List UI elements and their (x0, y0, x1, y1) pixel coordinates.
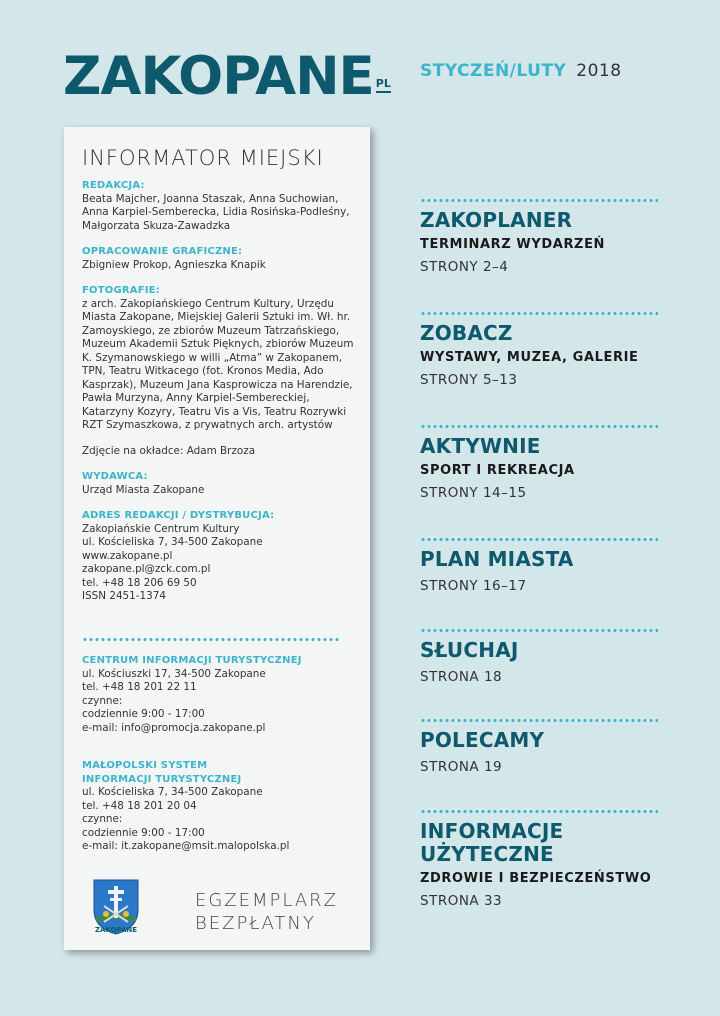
foto-heading: FOTOGRAFIE: (82, 285, 160, 296)
contact-block (82, 654, 362, 854)
toc-divider (420, 538, 658, 541)
toc-divider (420, 425, 658, 428)
website-link[interactable]: www.zakopane.pl (82, 549, 173, 562)
foto-line: Kasprzak), Muzeum Jana Kasprowicza na Harendzie, (82, 378, 353, 391)
msit-heading: MAŁOPOLSKI SYSTEM (82, 760, 208, 771)
adres-line: tel. +48 18 206 69 50 (82, 576, 197, 589)
msit-line: czynne: (82, 813, 123, 825)
toc-item-zakoplaner[interactable] (420, 209, 690, 275)
toc-pages: STRONY 5–13 (420, 372, 518, 388)
toc-title: SŁUCHAJ (420, 638, 519, 662)
toc-divider (420, 199, 658, 202)
toc-pages: STRONY 2–4 (420, 259, 509, 275)
toc-subtitle: ZDROWIE I BEZPIECZEŃSTWO (420, 871, 652, 886)
toc-title: POLECAMY (420, 728, 545, 752)
foto-line: Muzeum Akademii Sztuk Pięknych, zbiorów Muzeum (82, 338, 354, 350)
toc-item-aktywnie[interactable] (420, 435, 690, 501)
toc-title: AKTYWNIE (420, 434, 541, 458)
foto-line: RZT Szymaszkowa, z prywatnych arch. artystów (82, 419, 333, 431)
foto-line: Katarzyny Kozyry, Teatru Vis a Vis, Teatru Rozrywki (82, 405, 347, 418)
toc-title: INFORMACJE (420, 819, 564, 843)
cit-line: ul. Kościuszki 17, 34-500 Zakopane (82, 667, 266, 680)
toc-title: PLAN MIASTA (420, 547, 574, 571)
toc-pages: STRONA 33 (420, 893, 503, 909)
free-copy-note (195, 889, 338, 935)
foto-line: Miasta Zakopane, Miejskiej Galerii Sztuki im. Wł. hr. (82, 311, 351, 323)
wydawca-text: Urząd Miasta Zakopane (82, 483, 205, 496)
msit-line: tel. +48 18 201 20 04 (82, 799, 197, 812)
foto-line: TPN, Teatru Witkacego (fot. Kronos Media, Ado (82, 365, 324, 377)
credits-block (82, 179, 362, 604)
toc-divider (420, 629, 658, 632)
toc-pages: STRONA 19 (420, 759, 503, 775)
panel-divider (82, 638, 340, 641)
toc-pages: STRONY 16–17 (420, 578, 527, 594)
email-link[interactable]: zakopane.pl@zck.com.pl (82, 563, 211, 575)
cover-photo-credit: Zdjęcie na okładce: Adam Brzoza (82, 444, 256, 457)
toc-pages: STRONA 18 (420, 669, 503, 685)
toc-item-zobacz[interactable] (420, 322, 690, 388)
toc-item-sluchaj[interactable] (420, 639, 690, 685)
foto-line: Pawła Murzyna, Anny Karpiel-Sembereckiej, (82, 392, 310, 404)
toc-subtitle: WYSTAWY, MUZEA, GALERIE (420, 350, 639, 365)
toc-item-informacje[interactable] (420, 820, 690, 909)
cit-line: tel. +48 18 201 22 11 (82, 681, 197, 693)
toc-subtitle: SPORT I REKREACJA (420, 463, 575, 478)
logo-text: ZAKOPANE (63, 46, 374, 107)
toc-divider (420, 312, 658, 315)
toc-title: ZOBACZ (420, 321, 513, 345)
foto-line: Zamoyskiego, ze zbiorów Muzeum Tatrzańskiego, (82, 324, 340, 337)
toc-divider (420, 719, 658, 722)
info-panel (64, 127, 370, 950)
cit-line: codziennie 9:00 - 17:00 (82, 708, 205, 720)
adres-heading: ADRES REDAKCJI / DYSTRYBUCJA: (82, 510, 275, 521)
msit-heading: INFORMACJI TURYSTYCZNEJ (82, 773, 242, 785)
redakcja-line: Anna Karpiel-Semberecka, Lidia Rosińska-Podleśny, (82, 206, 350, 218)
toc-subtitle: TERMINARZ WYDARZEŃ (420, 237, 606, 252)
issue-year: 2018 (576, 61, 622, 81)
grafika-text: Zbigniew Prokop, Agnieszka Knapik (82, 258, 266, 271)
issue-months: STYCZEŃ/LUTY (420, 61, 567, 81)
toc-pages: STRONY 14–15 (420, 485, 527, 501)
toc-item-polecamy[interactable] (420, 729, 690, 775)
adres-line: ISSN 2451-1374 (82, 590, 166, 602)
toc-title: ZAKOPLANER (420, 208, 573, 232)
toc-divider (420, 810, 658, 813)
logo-suffix: PL (376, 77, 391, 93)
msit-line: ul. Kościeliska 7, 34-500 Zakopane (82, 786, 263, 798)
panel-title: INFORMATOR MIEJSKI (82, 146, 324, 170)
cit-heading: CENTRUM INFORMACJI TURYSTYCZNEJ (82, 655, 302, 666)
msit-line: codziennie 9:00 - 17:00 (82, 826, 205, 839)
toc-title: UŻYTECZNE (420, 842, 554, 866)
redakcja-line: Beata Majcher, Joanna Staszak, Anna Suchowian, (82, 192, 339, 205)
adres-line: Zakopiańskie Centrum Kultury (82, 522, 240, 535)
free-line: EGZEMPLARZ (195, 890, 339, 911)
foto-line: K. Szymanowskiego w willi „Atma” w Zakopanem, (82, 351, 343, 364)
msit-email[interactable]: e-mail: it.zakopane@msit.malopolska.pl (82, 840, 290, 852)
issue-date (420, 61, 622, 81)
adres-line: ul. Kościeliska 7, 34-500 Zakopane (82, 536, 263, 548)
free-line: BEZPŁATNY (195, 913, 316, 934)
foto-line: z arch. Zakopiańskiego Centrum Kultury, Urzędu (82, 297, 334, 310)
cit-email[interactable]: e-mail: info@promocja.zakopane.pl (82, 721, 266, 734)
crest-label: ZAKOPANE (94, 926, 138, 934)
wydawca-heading: WYDAWCA: (82, 471, 148, 482)
redakcja-heading: REDAKCJA: (82, 180, 145, 191)
toc-item-plan-miasta[interactable] (420, 548, 690, 594)
redakcja-line: Małgorzata Skuza-Zawadzka (82, 219, 231, 232)
cit-line: czynne: (82, 694, 123, 707)
grafika-heading: OPRACOWANIE GRAFICZNE: (82, 246, 243, 257)
zakopane-logo (63, 46, 391, 107)
